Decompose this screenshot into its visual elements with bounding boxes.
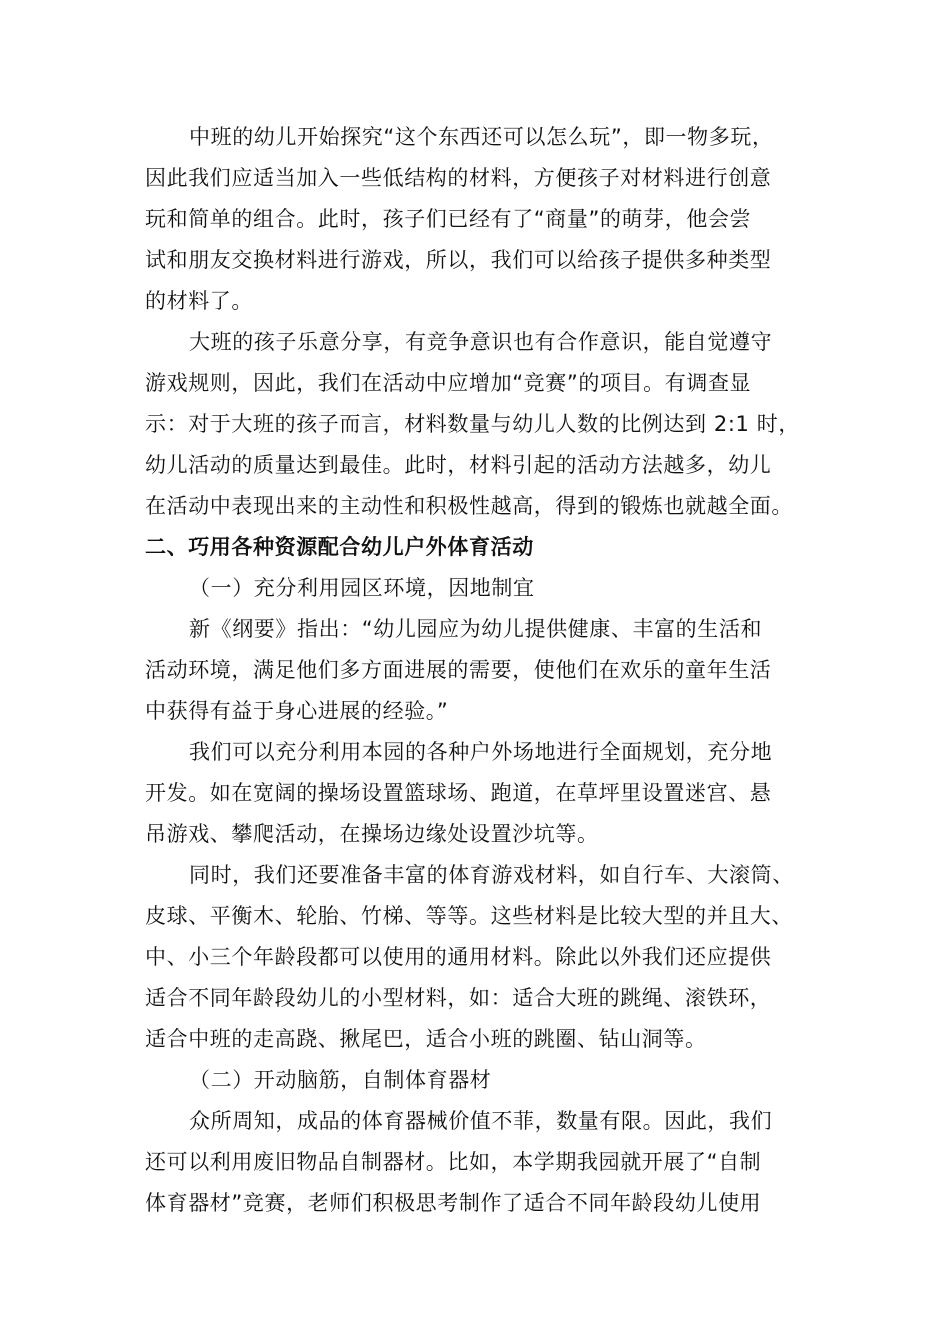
paragraph-line: 试和朋友交换材料进行游戏，所以，我们可以给孩子提供多种类型 [145, 248, 772, 272]
paragraph-line: 示：对于大班的孩子而言，材料数量与幼儿人数的比例达到 2:1 时， [145, 412, 800, 436]
paragraph-line: 的材料了。 [145, 289, 253, 313]
subsection-heading: （一）充分利用园区环境，因地制宜 [189, 576, 535, 600]
paragraph-line: 玩和简单的组合。此时，孩子们已经有了“商量”的萌芽，他会尝 [145, 207, 752, 231]
paragraph-line: 因此我们应适当加入一些低结构的材料，方便孩子对材料进行创意 [145, 166, 772, 190]
paragraph-line: 皮球、平衡木、轮胎、竹梯、等等。这些材料是比较大型的并且大、 [145, 904, 793, 928]
paragraph-line: 幼儿活动的质量达到最佳。此时，材料引起的活动方法越多，幼儿 [145, 453, 772, 477]
paragraph-line: 大班的孩子乐意分享，有竞争意识也有合作意识，能自觉遵守 [189, 330, 773, 354]
paragraph-line: 开发。如在宽阔的操场设置篮球场、跑道，在草坪里设置迷宫、悬 [145, 781, 772, 805]
paragraph-line: 游戏规则，因此，我们在活动中应增加“竞赛”的项目。有调查显 [145, 371, 752, 395]
paragraph-line: 适合中班的走高跷、揪尾巴，适合小班的跳圈、钻山洞等。 [145, 1027, 707, 1051]
document-page [145, 117, 805, 1224]
paragraph-line: 中班的幼儿开始探究“这个东西还可以怎么玩”，即一物多玩， [189, 125, 774, 149]
paragraph-line: 众所周知，成品的体育器械价值不菲，数量有限。因此，我们 [189, 1109, 773, 1133]
paragraph-line: 在活动中表现出来的主动性和积极性越高，得到的锻炼也就越全面。 [145, 494, 793, 518]
paragraph-line: 适合不同年龄段幼儿的小型材料，如：适合大班的跳绳、滚铁环， [145, 986, 772, 1010]
section-heading: 二、巧用各种资源配合幼儿户外体育活动 [145, 535, 534, 559]
paragraph-line: 中、小三个年龄段都可以使用的通用材料。除此以外我们还应提供 [145, 945, 772, 969]
paragraph-line: 活动环境，满足他们多方面进展的需要，使他们在欢乐的童年生活 [145, 658, 772, 682]
paragraph-line: 吊游戏、攀爬活动，在操场边缘处设置沙坑等。 [145, 822, 599, 846]
paragraph-line: 我们可以充分利用本园的各种户外场地进行全面规划，充分地 [189, 740, 773, 764]
subsection-heading: （二）开动脑筋，自制体育器材 [189, 1068, 492, 1092]
paragraph-line: 还可以利用废旧物品自制器材。比如，本学期我园就开展了“自制 [145, 1150, 762, 1174]
paragraph-line: 体育器材”竞赛，老师们积极思考制作了适合不同年龄段幼儿使用 [145, 1191, 762, 1215]
paragraph-line: 新《纲要》指出：“幼儿园应为幼儿提供健康、丰富的生活和 [189, 617, 763, 641]
paragraph-line: 同时，我们还要准备丰富的体育游戏材料，如自行车、大滚筒、 [189, 863, 794, 887]
paragraph-line: 中获得有益于身心进展的经验。” [145, 699, 449, 723]
